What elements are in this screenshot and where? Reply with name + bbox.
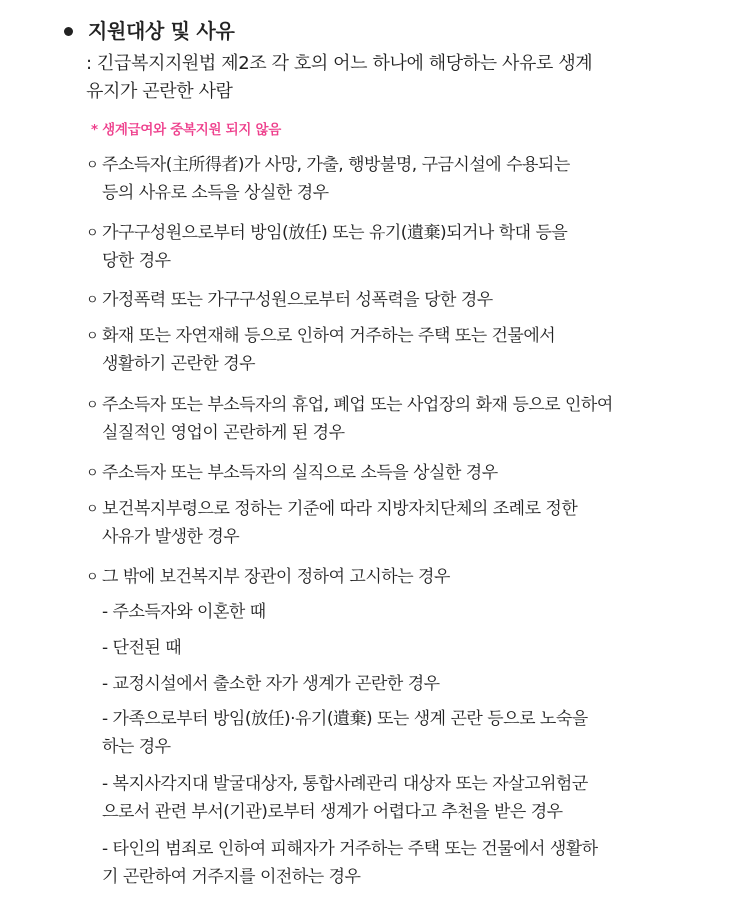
list-item: ㅇ 화재 또는 자연재해 등으로 인하여 거주하는 주택 또는 건물에서 생활하기 곤란한 경우	[86, 323, 726, 378]
sub-list-item: - 타인의 범죄로 인하여 피해자가 거주하는 주택 또는 건물에서 생활하 기 곤란하여 거주지를 이전하는 경우	[102, 839, 598, 887]
exclusion-note: * 생계급여와 중복지원 되지 않음	[91, 122, 281, 138]
definition-line: : 긴급복지지원법 제2조 각 호의 어느 하나에 해당하는 사유로 생계	[86, 53, 593, 74]
sub-list-item: - 복지사각지대 발굴대상자, 통합사례관리 대상자 또는 자살고위험군 으로서 관련 부서(기관)로부터 생계가 어렵다고 추천을 받은 경우	[102, 774, 588, 822]
circle-marker-icon: ㅇ	[86, 466, 99, 481]
circle-marker-icon: ㅇ	[86, 502, 99, 517]
circle-marker-icon: ㅇ	[86, 570, 99, 585]
section-heading: 지원대상 및 사유	[88, 19, 235, 43]
list-item: ㅇ 주소득자 또는 부소득자의 실직으로 소득을 상실한 경우	[86, 460, 726, 488]
list-item: ㅇ 보건복지부령으로 정하는 기준에 따라 지방자치단체의 조례로 정한 사유가 발생한 경우	[86, 496, 726, 551]
circle-marker-icon: ㅇ	[86, 293, 99, 308]
list-item: ㅇ 주소득자 또는 부소득자의 휴업, 폐업 또는 사업장의 화재 등으로 인하여 실질적인 영업이 곤란하게 된 경우	[86, 392, 726, 447]
sub-list-item: - 주소득자와 이혼한 때	[102, 602, 266, 622]
sub-list-item: - 교정시설에서 출소한 자가 생계가 곤란한 경우	[102, 674, 440, 694]
bullet-icon	[64, 27, 73, 36]
eligibility-definition	[86, 50, 726, 106]
circle-marker-icon: ㅇ	[86, 398, 99, 413]
circle-marker-icon: ㅇ	[86, 158, 99, 173]
circle-marker-icon: ㅇ	[86, 329, 99, 344]
list-item: ㅇ 주소득자(主所得者)가 사망, 가출, 행방불명, 구금시설에 수용되는 등의 사유로 소득을 상실한 경우	[86, 152, 726, 207]
circle-marker-icon: ㅇ	[86, 226, 99, 241]
list-item: ㅇ 가정폭력 또는 가구구성원으로부터 성폭력을 당한 경우	[86, 287, 726, 315]
sub-list-item: - 단전된 때	[102, 638, 182, 658]
definition-line: 유지가 곤란한 사람	[86, 81, 233, 102]
sub-list-item: - 가족으로부터 방임(放任)·유기(遺棄) 또는 생계 곤란 등으로 노숙을 하는 경우	[102, 709, 588, 757]
list-item: ㅇ 그 밖에 보건복지부 장관이 정하여 고시하는 경우	[86, 564, 726, 592]
list-item: ㅇ 가구구성원으로부터 방임(放任) 또는 유기(遺棄)되거나 학대 등을 당한 경우	[86, 220, 726, 275]
